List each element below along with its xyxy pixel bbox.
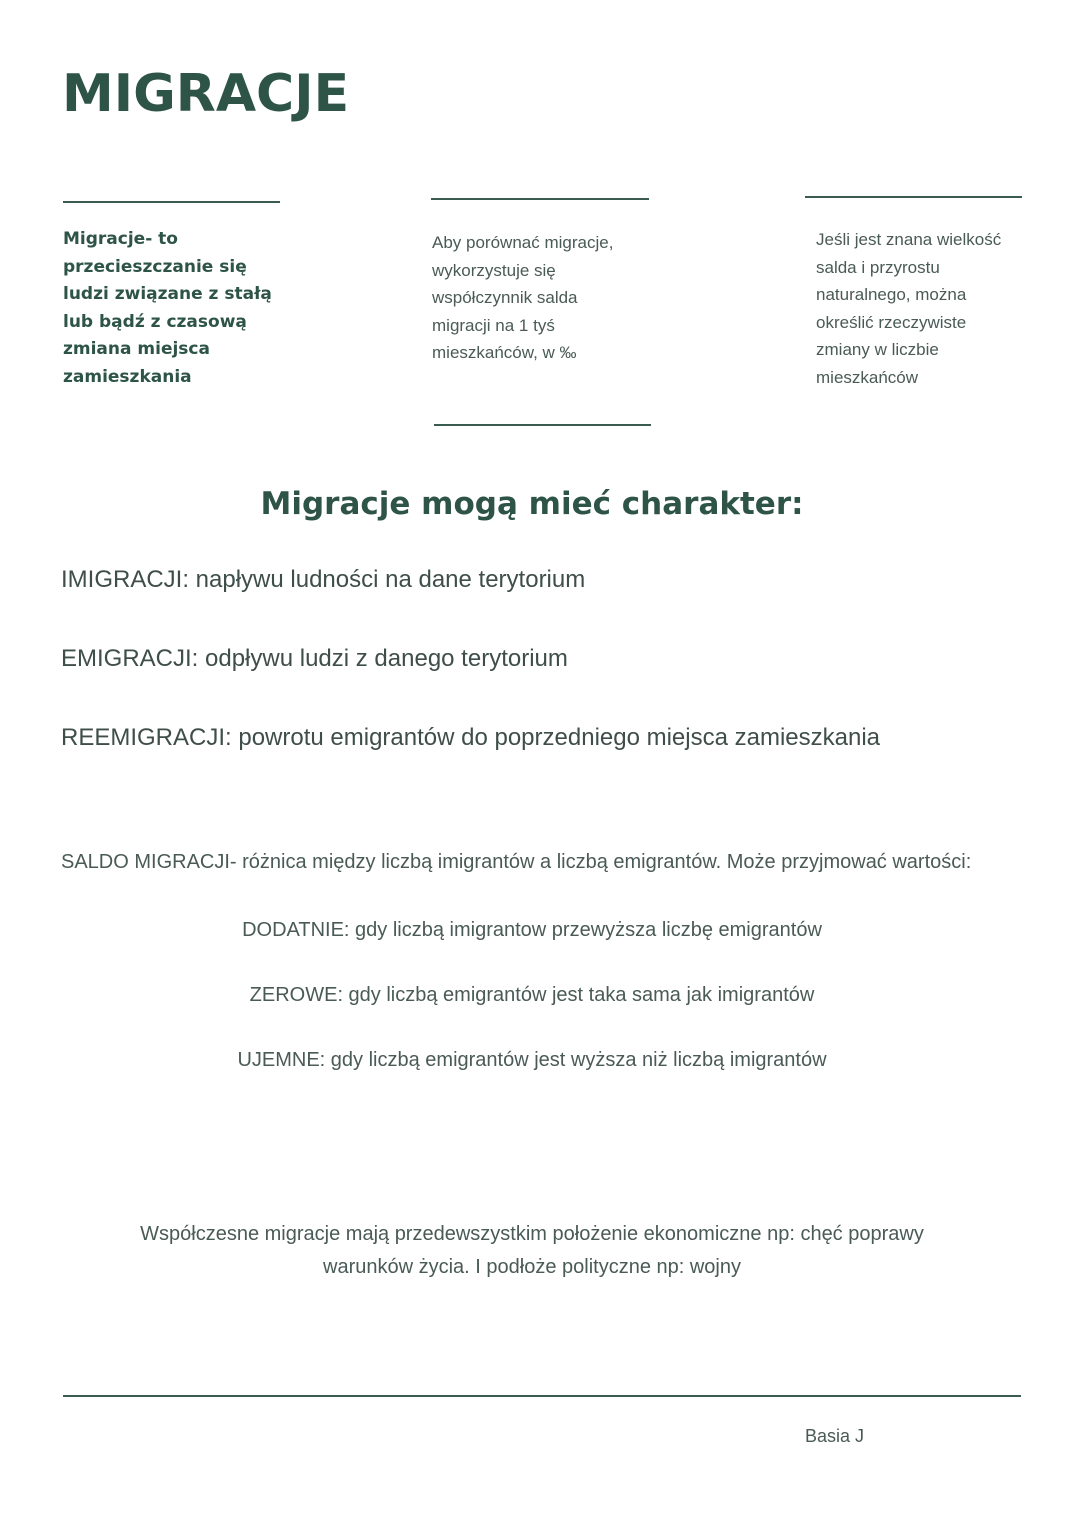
definition-column: Migracje- to przecieszczanie się ludzi związane z stałą lub bądź z czasową zmiana miejsca zamieszkania (63, 229, 272, 387)
list-item-negative: UJEMNE: gdy liczbą emigrantów jest wyższa niż liczbą imigrantów (237, 1049, 827, 1071)
character-heading: Migracje mogą mieć charakter: (260, 486, 804, 522)
author-signature: Basia J (805, 1426, 865, 1446)
migration-types-list (61, 563, 1041, 800)
divider-right-top (805, 196, 1022, 198)
footer-divider (63, 1395, 1021, 1397)
list-item-reemigration: REEMIGRACJI: powrotu emigrantów do poprzedniego miejsca zamieszkania (61, 724, 881, 751)
divider-middle-top (431, 198, 649, 200)
divider-left-top (63, 201, 280, 203)
modern-migrations-note: Współczesne migracje mają przedewszystkim położenie ekonomiczne np: chęć poprawy warunków życia. I podłoże polityczne np: wojny (140, 1223, 924, 1278)
coefficient-column: Aby porównać migracje, wykorzystuje się współczynnik salda migracji na 1 tyś mieszkańców, w ‰ (432, 233, 614, 362)
population-change-column: Jeśli jest znana wielkość salda i przyrostu naturalnego, można określić rzeczywiste zmiany w liczbie mieszkańców (816, 230, 1002, 387)
list-item-zero: ZEROWE: gdy liczbą emigrantów jest taka sama jak imigrantów (249, 984, 815, 1006)
list-item-emigration: EMIGRACJI: odpływu ludzi z danego terytorium (61, 645, 568, 672)
list-item-immigration: IMIGRACJI: napływu ludności na dane terytorium (61, 566, 586, 593)
divider-middle-bottom (434, 424, 651, 426)
list-item-positive: DODATNIE: gdy liczbą imigrantow przewyższa liczbę emigrantów (242, 919, 822, 941)
page-title: MIGRACJE (62, 64, 350, 124)
saldo-definition: SALDO MIGRACJI- różnica między liczbą imigrantów a liczbą emigrantów. Może przyjmować wartości: (61, 851, 972, 873)
saldo-values-list (0, 915, 1064, 1110)
